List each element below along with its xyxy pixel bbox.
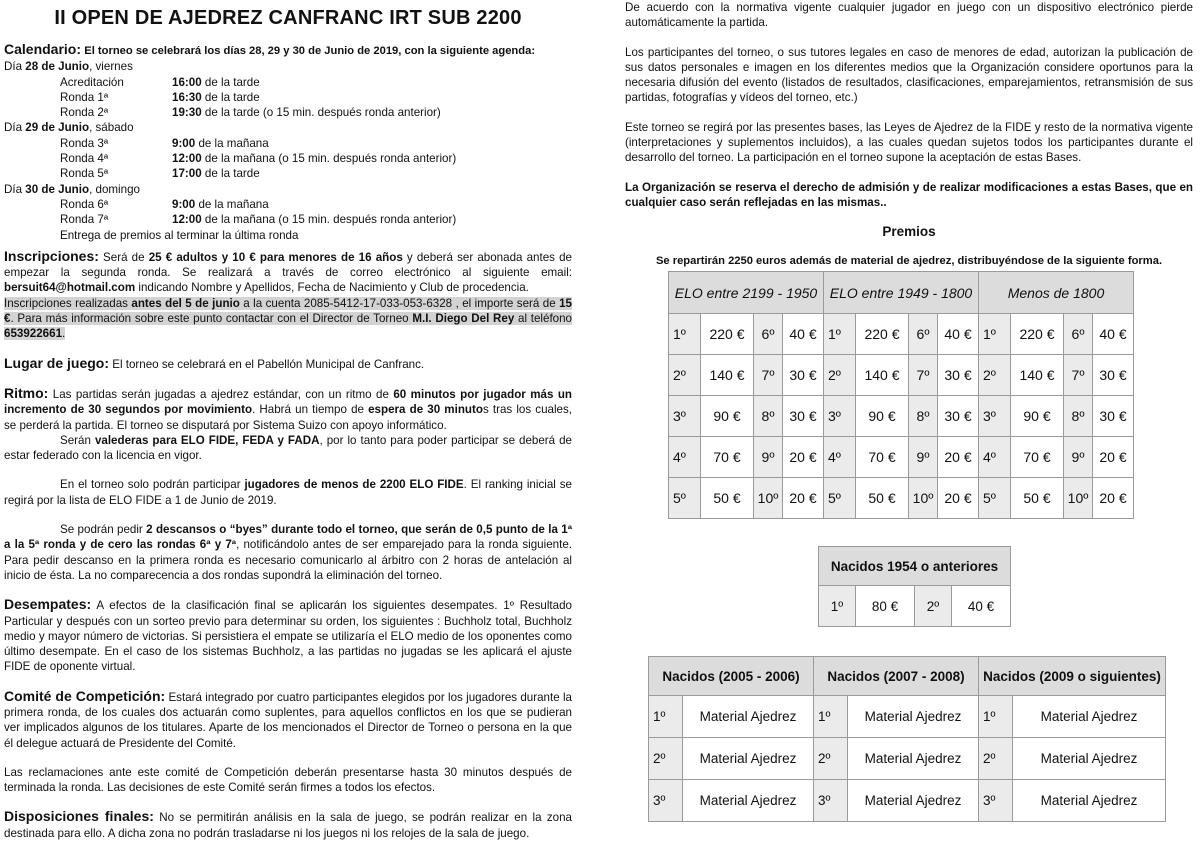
position-cell: 10º xyxy=(909,478,938,519)
youth-header: Nacidos (2005 - 2006) xyxy=(649,657,814,696)
position-cell: 1º xyxy=(979,314,1011,355)
position-cell: 2º xyxy=(915,586,952,627)
amount-cell: 90 € xyxy=(1011,396,1064,437)
position-cell: 6º xyxy=(1064,314,1093,355)
prize-header: ELO entre 2199 - 1950 xyxy=(669,272,824,314)
youth-header: Nacidos (2007 - 2008) xyxy=(814,657,979,696)
table-row xyxy=(669,314,1134,355)
schedule-label: Ronda 7ª xyxy=(60,213,109,227)
position-cell: 3º xyxy=(824,396,856,437)
desempates-section: Desempates: A efectos de la clasificación final se aplicarán los siguientes desempates. 1º Resultado Particular y después con un sorteo previo para determinar su orden, los siguientes : Buchholz total, Buchholz medio y mayor número de victorias. Si persistiera el empate se utilizaría el ELO medio de los oponentes como último desempate. En el caso de los sistemas Buchholz, a las partidas no jugadas se les aplicará el ajuste FIDE de oponente virtual. xyxy=(4,596,572,674)
position-cell: 9º xyxy=(754,437,783,478)
organizacion-paragraph: La Organización se reserva el derecho de admisión y de realizar modificaciones a estas Bases, que en cualquier caso serán reflejadas en las mismas.. xyxy=(625,180,1193,209)
schedule-label: Ronda 1ª xyxy=(60,90,109,104)
amount-cell: 140 € xyxy=(1011,355,1064,396)
lugar-section: Lugar de juego: El torneo se celebrará en el Pabellón Municipal de Canfranc. xyxy=(4,354,425,371)
lugar-heading: Lugar de juego: xyxy=(4,354,109,371)
table-row xyxy=(669,478,1134,519)
prize-header: ELO entre 1949 - 1800 xyxy=(824,272,979,314)
prize-cell: Material Ajedrez xyxy=(683,696,814,738)
schedule-row: Ronda 2ª 19:30 de la tarde (o 15 min. después ronda anterior) xyxy=(4,105,572,120)
schedule-row: Ronda 4ª 12:00 de la mañana (o 15 min. después ronda anterior) xyxy=(4,151,572,166)
position-cell: 2º xyxy=(824,355,856,396)
schedule-label: Acreditación xyxy=(60,75,124,89)
position-cell: 2º xyxy=(979,738,1013,780)
amount-cell: 30 € xyxy=(1093,355,1134,396)
desempates-heading: Desempates: xyxy=(4,596,92,613)
table-row xyxy=(669,396,1134,437)
prize-cell: Material Ajedrez xyxy=(848,780,979,822)
prize-cell: Material Ajedrez xyxy=(683,738,814,780)
schedule-time: 16:00 xyxy=(172,75,202,89)
position-cell: 2º xyxy=(979,355,1011,396)
amount-cell: 70 € xyxy=(856,437,909,478)
schedule-time: 12:00 xyxy=(172,152,202,166)
position-cell: 3º xyxy=(669,396,701,437)
prize-header: Menos de 1800 xyxy=(979,272,1134,314)
schedule-row: Ronda 1ª 16:30 de la tarde xyxy=(4,90,572,105)
table-row xyxy=(819,586,1011,627)
schedule-label: Ronda 3ª xyxy=(60,136,109,150)
amount-cell: 140 € xyxy=(701,355,754,396)
prize-cell: Material Ajedrez xyxy=(848,738,979,780)
prize-cell: Material Ajedrez xyxy=(848,696,979,738)
amount-cell: 50 € xyxy=(856,478,909,519)
amount-cell: 30 € xyxy=(783,396,824,437)
position-cell: 5º xyxy=(824,478,856,519)
ritmo-participantes: En el torneo solo podrán participar jugadores de menos de 2200 ELO FIDE. El ranking inicial se regirá por la lista de ELO FIDE a 1 de Junio de 2019. xyxy=(4,478,572,507)
dispositivo-paragraph: De acuerdo con la normativa vigente cualquier jugador en juego con un dispositivo electrónico pierde automáticamente la partida. xyxy=(625,1,1193,30)
disposiciones-section: Disposiciones finales: No se permitirán análisis en la sala de juego, se podrán realizar en la zona destinada para ello. A dicha zona no podrán trasladarse ni los juegos ni los relojes de la sala de juego. xyxy=(4,808,572,840)
comite-section: Comité de Competición: Estará integrado por cuatro participantes elegidos por los jugadores durante la primera ronda, de los cuales dos actuarán como suplentes, para aquellos conflictos en los que se pudieran ver implicados algunos de los titulares. Aparte de los mencionados el Director de Torneo o persona en la que él delegue actuará de Presidente del Comité. xyxy=(4,687,572,750)
youth-header: Nacidos (2009 o siguientes) xyxy=(979,657,1166,696)
amount-cell: 90 € xyxy=(856,396,909,437)
amount-cell: 20 € xyxy=(783,437,824,478)
table-row xyxy=(669,355,1134,396)
position-cell: 5º xyxy=(979,478,1011,519)
amount-cell: 70 € xyxy=(701,437,754,478)
position-cell: 1º xyxy=(824,314,856,355)
prize-table xyxy=(668,271,1134,519)
amount-cell: 30 € xyxy=(783,355,824,396)
position-cell: 7º xyxy=(754,355,783,396)
premios-intro: Se repartirán 2250 euros además de material de ajedrez, distribuyéndose de la siguiente forma. xyxy=(655,254,1163,267)
entrega-premios: Entrega de premios al terminar la última ronda xyxy=(60,228,299,242)
position-cell: 4º xyxy=(824,437,856,478)
amount-cell: 40 € xyxy=(1093,314,1134,355)
leyes-paragraph: Este torneo se regirá por las presentes bases, las Leyes de Ajedrez de la FIDE y resto de la normativa vigente (interpretaciones y suplementos incluidos), a las cuales quedan sujetos todos los participantes durante el desarrollo del torneo. La participación en el torneo supone la aceptación de estas Bases. xyxy=(625,120,1193,165)
schedule-time: 19:30 xyxy=(172,106,202,120)
amount-cell: 20 € xyxy=(938,437,979,478)
amount-cell: 220 € xyxy=(701,314,754,355)
premios-title: Premios xyxy=(882,224,936,240)
table-row xyxy=(649,780,1166,822)
amount-cell: 140 € xyxy=(856,355,909,396)
document-title: II OPEN DE AJEDREZ CANFRANC IRT SUB 2200 xyxy=(54,7,522,29)
schedule-time: 16:30 xyxy=(172,90,202,104)
position-cell: 9º xyxy=(909,437,938,478)
calendario-heading: Calendario: xyxy=(4,41,82,57)
position-cell: 10º xyxy=(1064,478,1093,519)
position-cell: 8º xyxy=(754,396,783,437)
schedule-row: Ronda 5ª 17:00 de la tarde xyxy=(4,166,572,181)
amount-cell: 50 € xyxy=(701,478,754,519)
position-cell: 6º xyxy=(754,314,783,355)
veteran-table xyxy=(818,546,1011,627)
position-cell: 7º xyxy=(1064,355,1093,396)
position-cell: 8º xyxy=(909,396,938,437)
position-cell: 8º xyxy=(1064,396,1093,437)
amount-cell: 30 € xyxy=(938,355,979,396)
schedule-row: Ronda 3ª 9:00 de la mañana xyxy=(4,136,572,151)
amount-cell: 40 € xyxy=(783,314,824,355)
amount-cell: 40 € xyxy=(938,314,979,355)
prize-cell: Material Ajedrez xyxy=(1013,780,1166,822)
ritmo-heading: Ritmo: xyxy=(4,384,49,401)
email-link[interactable]: bersuit64@hotmail.com xyxy=(4,281,136,295)
amount-cell: 30 € xyxy=(938,396,979,437)
schedule-time: 9:00 xyxy=(172,197,196,211)
schedule-day: Día 30 de Junio, domingo xyxy=(4,182,140,196)
position-cell: 3º xyxy=(979,396,1011,437)
inscripciones-section: Inscripciones: Será de 25 € adultos y 10 € para menores de 16 años y deberá ser abonada antes de empezar la segunda ronda. Se realizará a través de correo electrónico al siguiente email: bersuit64@hotmail.com indicando Nombre y Apellidos, Fecha de Nacimiento y Club de procedencia. xyxy=(4,247,573,295)
amount-cell: 50 € xyxy=(1011,478,1064,519)
position-cell: 1º xyxy=(814,696,848,738)
calendario-section xyxy=(4,42,572,243)
youth-table xyxy=(648,656,1166,822)
schedule-label: Ronda 6ª xyxy=(60,197,109,211)
ritmo-section: Ritmo: Las partidas serán jugadas a ajedrez estándar, con un ritmo de 60 minutos por jugador más un incremento de 30 segundos por movimiento. Habrá un tiempo de espera de 30 minutos tras los cuales, se perderá la partida. El torneo se disputará por Sistema Suizo con apoyo informático. xyxy=(4,384,573,432)
amount-cell: 20 € xyxy=(783,478,824,519)
amount-cell: 30 € xyxy=(1093,396,1134,437)
schedule-label: Ronda 5ª xyxy=(60,167,109,181)
prize-cell: Material Ajedrez xyxy=(683,780,814,822)
inscripciones-heading: Inscripciones: xyxy=(4,247,99,264)
schedule-time: 12:00 xyxy=(172,213,202,227)
schedule-label: Ronda 4ª xyxy=(60,152,109,166)
position-cell: 2º xyxy=(649,738,683,780)
amount-cell: 20 € xyxy=(1093,478,1134,519)
position-cell: 4º xyxy=(669,437,701,478)
table-row xyxy=(649,696,1166,738)
position-cell: 1º xyxy=(819,586,856,627)
position-cell: 3º xyxy=(814,780,848,822)
position-cell: 6º xyxy=(909,314,938,355)
phone-number: 653922661 xyxy=(4,327,63,341)
table-row xyxy=(669,437,1134,478)
comite-reclamaciones: Las reclamaciones ante este comité de Competición deberán presentarse hasta 30 minutos después de terminada la ronda. Las decisiones de este Comité serán firmes a todos los efectos. xyxy=(4,765,572,795)
position-cell: 1º xyxy=(979,696,1013,738)
prize-cell: Material Ajedrez xyxy=(1013,738,1166,780)
amount-cell: 70 € xyxy=(1011,437,1064,478)
schedule-row: Ronda 6ª 9:00 de la mañana xyxy=(4,197,572,212)
schedule-day: Día 29 de Junio, sábado xyxy=(4,121,134,135)
amount-cell: 220 € xyxy=(1011,314,1064,355)
position-cell: 2º xyxy=(669,355,701,396)
schedule-time: 9:00 xyxy=(172,136,196,150)
ritmo-descansos: Se podrán pedir 2 descansos o “byes” durante todo el torneo, que serán de 0,5 punto de la 1ª a la 5ª ronda y de cero las rondas 6ª y 7ª, notificándolo antes de ser emparejado para la ronda siguiente. Para pedir descanso en la primera ronda es necesario comunicarlo al árbitro con 2 horas de antelación al inicio de ésta. La no comparecencia a dos rondas supondrá la eliminación del torneo. xyxy=(4,523,572,582)
position-cell: 3º xyxy=(979,780,1013,822)
position-cell: 4º xyxy=(979,437,1011,478)
prize-cell: Material Ajedrez xyxy=(1013,696,1166,738)
amount-cell: 90 € xyxy=(701,396,754,437)
ritmo-valederas: Serán valederas para ELO FIDE, FEDA y FADA, por lo tanto para poder participar se deberá de estar federado con la licencia en vigor. xyxy=(4,433,573,463)
comite-heading: Comité de Competición: xyxy=(4,687,166,704)
position-cell: 1º xyxy=(649,696,683,738)
position-cell: 1º xyxy=(669,314,701,355)
amount-cell: 40 € xyxy=(952,586,1011,627)
datos-paragraph: Los participantes del torneo, o sus tutores legales en caso de menores de edad, autorizan la publicación de sus datos personales e imagen en los diferentes medios que la Organización considere oportunos para la necesaria difusión del evento (listados de resultados, clasificaciones, emparejamientos, retransmisión de sus partidas, fotografías y vídeos del torneo, etc.) xyxy=(625,45,1193,105)
position-cell: 7º xyxy=(909,355,938,396)
amount-cell: 80 € xyxy=(856,586,915,627)
position-cell: 2º xyxy=(814,738,848,780)
amount-cell: 20 € xyxy=(1093,437,1134,478)
schedule-row: Acreditación 16:00 de la tarde xyxy=(4,75,572,90)
schedule-label: Ronda 2ª xyxy=(60,106,109,120)
right-column xyxy=(625,0,1193,269)
schedule-time: 17:00 xyxy=(172,167,202,181)
amount-cell: 20 € xyxy=(938,478,979,519)
disposiciones-heading: Disposiciones finales: xyxy=(4,808,154,825)
inscripciones-highlight: Inscripciones realizadas antes del 5 de junio a la cuenta 2085-5412-17-033-053-6328 , el importe será de 15 €. Para más información sobre este punto contactar con el Director de Torneo M.I. Diego Del Rey al teléfono 653922661. xyxy=(4,296,573,341)
position-cell: 5º xyxy=(669,478,701,519)
position-cell: 10º xyxy=(754,478,783,519)
schedule-row: Ronda 7ª 12:00 de la mañana (o 15 min. después ronda anterior) xyxy=(4,212,572,227)
calendario-intro: El torneo se celebrará los días 28, 29 y 30 de Junio de 2019, con la siguiente agenda: xyxy=(84,45,536,57)
schedule xyxy=(4,59,572,227)
position-cell: 9º xyxy=(1064,437,1093,478)
position-cell: 3º xyxy=(649,780,683,822)
left-column xyxy=(4,0,572,841)
veteran-header: Nacidos 1954 o anteriores xyxy=(819,547,1011,586)
table-row xyxy=(649,738,1166,780)
amount-cell: 220 € xyxy=(856,314,909,355)
schedule-day: Día 28 de Junio, viernes xyxy=(4,60,133,74)
